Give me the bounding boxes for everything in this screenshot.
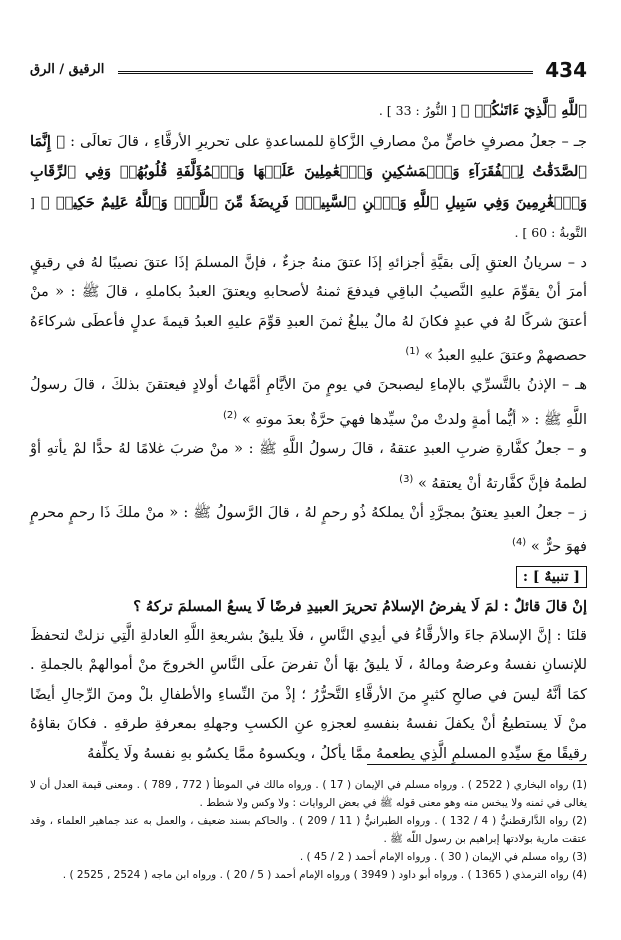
verse-reference: [ التَّوبةُ : 60 ] . [30,194,587,240]
paragraph-text: جـ – جعلُ مصرفٍ خاصٍّ منْ مصارفِ الزَّكاةِ للمساعدةِ على تحريرِ الأرقَّاءِ ، قالَ تعالَى : [70,133,587,150]
footnote-divider [367,764,587,765]
footnote-2: (2) رواه الدَّارقطنيُّ ( 4 / 132 ) . ورواه الطبرانيُّ ( 11 / 209 ) . والحاكم بسند ضعيف ، والعمل به عند جماهير العلماء ، وقد عتقت مارية بولادتها إبراهيم بن رسول اللّه ﷺ . [30,815,587,845]
page-header [30,58,587,86]
footnote-4: (4) رواه الترمذي ( 1365 ) . ورواه أبو داود ( 3949 ) ورواه الإمام أحمد ( 5 / 20 ) . ورواه ابن ماجه ( 2524 , 2525 ) . [62,869,587,881]
running-title: الرقيق / الرق [30,62,105,77]
footnote-marker: (4) [512,537,527,549]
footnote-marker: (2) [223,409,238,421]
paragraph-ha [30,371,587,435]
footnote-3: (3) رواه مسلم في الإيمان ( 30 ) . ورواه الإمام أحمد ( 2 / 45 ) . [299,851,587,863]
footnote-marker: (3) [399,473,414,485]
main-text [30,96,587,769]
notice-heading: [ تنبيهٌ ] : [516,566,587,588]
page-number: 434 [545,58,587,82]
paragraph-text: و – جعلُ كفَّارةِ ضربِ العبدِ عتقهُ ، قالَ رسولُ اللَّهِ ﷺ : « منْ ضربَ غلامًا لهُ حدًّا لمْ يأتهِ أوْ لطمهُ فإنَّ كفَّارتهُ أنْ يعتقهُ » [30,441,587,492]
footnote-1: (1) رواه البخاري ( 2522 ) . ورواه مسلم في الإيمان ( 17 ) . ورواه مالك في الموطأ ( 772 , 789 ) . ومعنى قيمة العدل أن لا يغالى في ثمنه ولا يبخس منه وهو معنى قوله ﷺ في بعض الروايات : ولا وكس ولا شطط . [30,779,588,809]
paragraph-jim [30,127,587,249]
paragraph-waw [30,435,587,499]
header-rule [118,71,533,77]
paragraph-verse-end [30,96,587,127]
question-paragraph: إنْ قالَ قائلٌ : لمَ لَا يفرضُ الإسلامُ تحريرَ العبيدِ فرضًا لَا يسعُ المسلمَ تركهُ ؟ [133,598,587,616]
answer-paragraph: قلنَا : إنَّ الإسلامَ جاءَ والأرقَّاءُ في أيدِي النَّاسِ ، فلَا يليقُ بشريعةِ اللَّهِ العادلةِ الَّتِي نزلتْ لتحفظَ للإنسانِ نفسهُ وعرضهُ ومالهُ ، لَا يليقُ بهَا أنْ تفرضَ علَى النَّاسِ الخروجَ منْ أموالهمْ بالجملةِ . كمَا أنَّهُ ليسَ في صالحِ كثيرٍ منَ الأرقَّاءِ التَّحرُّرُ ؛ إذْ منَ النِّساءِ والأطفالِ بلْ ومنَ الرِّجالِ أيضًا منْ لَا يستطيعُ أنْ يكفلَ نفسهُ بنفسهِ لعجزهِ عنِ الكسبِ وجهلهِ بمعرفةِ طرقهِ . فكانَ بقاؤهُ رقيقًا معَ سيِّدهِ المسلمِ الَّذِي يطعمهُ ممَّا يأكلُ ، ويكسوهُ ممَّا يكسُو بهِ نفسهُ ولَا يكلِّفهُ [30,627,587,762]
paragraph-zay [30,499,587,563]
paragraph-text: ز – جعلُ العبدِ يعتقُ بمجرَّدِ أنْ يملكهُ ذُو رحمٍ لهُ ، قالَ الرَّسولُ ﷺ : « منْ ملكَ ذَا رحمٍ محرمٍ فهوَ حرٌّ » [30,504,587,556]
quran-verse: ﴿ إِنَّمَا ٱلصَّدَقَٰتُ لِلۡفُقَرَآءِ وَٱلۡمَسَٰكِينِ وَٱلۡعَٰمِلِينَ عَلَيۡهَا وَٱلۡمُؤَلَّفَةِ قُلُوبُهُمۡ وَفِي ٱلرِّقَابِ وَٱلۡغَٰرِمِينَ وَفِي سَبِيلِ ٱللَّهِ وَٱبۡنِ ٱلسَّبِيلِۖ فَرِيضَةٗ مِّنَ ٱللَّهِۗ وَٱللَّهُ عَلِيمٌ حَكِيمٞ ﴾ [30,132,587,211]
quran-verse: ﭐللَّهِ ٱلَّذِيٓ ءَاتَىٰكُمۡ ﴾ [460,102,587,119]
paragraph-text: هـ – الإذنُ بالتَّسرِّي بالإماءِ ليصبحنَ في يومٍ منَ الأيَّامِ أمَّهاتُ أولادٍ فيعتقنَ بذلكَ ، قالَ رسولُ اللَّهِ ﷺ : « أيُّما أمةٍ ولدتْ منْ سيِّدها فهيَ حرَّةٌ بعدَ موتهِ » [30,377,587,428]
footnotes [30,776,587,884]
paragraph-dal [30,249,587,372]
paragraph-text: د – سريانُ العتقِ إلَى بقيَّةِ أجزائهِ إذَا عتقَ منهُ جزءٌ ، فإنَّ المسلمَ إذَا عتقَ نصيبًا لهُ في رقيقٍ أمرَ أنْ يقوِّمَ عليهِ النَّصيبُ الباقِي فيدفعَ ثمنهُ لأصحابهِ ويعتقَ العبدُ بكاملهِ ، قالَ ﷺ : « منْ أعتقَ شركًا لهُ في عبدٍ فكانَ لهُ مالٌ يبلغُ ثمنَ العبدِ قوِّمَ عليهِ العبدُ قيمةَ عدلٍ فأعطَى شركاءَهُ حصصهمْ وعتقَ عليهِ العبدُ » [30,254,587,364]
footnote-marker: (1) [405,346,420,357]
verse-reference: [ النُّورُ : 33 ] . [378,103,457,118]
notice-heading-line [30,563,587,593]
